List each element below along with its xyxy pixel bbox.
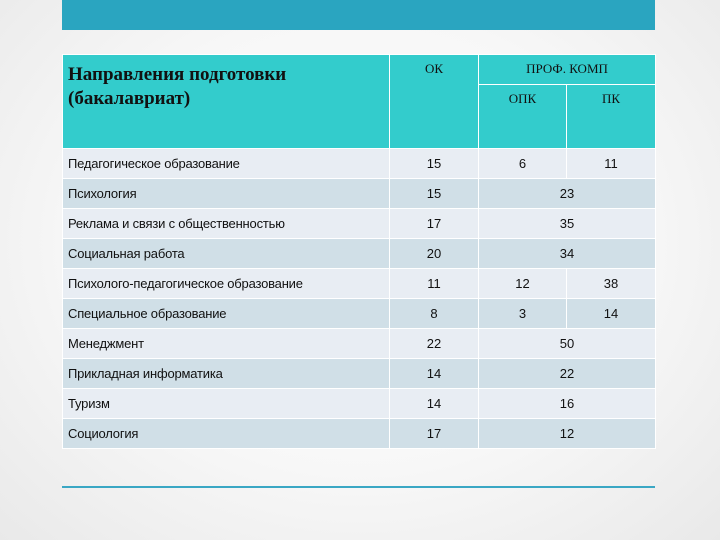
row-pk: 14 [567,299,656,329]
row-ok: 15 [390,149,479,179]
row-name: Социальная работа [63,239,390,269]
row-opk: 3 [479,299,567,329]
table-row [63,389,656,419]
row-ok: 20 [390,239,479,269]
curriculum-table [62,54,656,449]
row-ok: 8 [390,299,479,329]
row-prof: 12 [479,419,656,449]
table-row [63,299,656,329]
header-ok: ОК [390,55,479,149]
top-accent-bar [62,0,655,30]
row-ok: 17 [390,419,479,449]
table-row [63,179,656,209]
table-row [63,329,656,359]
table-row [63,419,656,449]
row-name: Психология [63,179,390,209]
table-row [63,149,656,179]
row-name: Специальное образование [63,299,390,329]
row-name: Прикладная информатика [63,359,390,389]
row-prof: 16 [479,389,656,419]
row-ok: 14 [390,389,479,419]
header-prof-komp: ПРОФ. КОМП [479,55,656,85]
bottom-divider [62,486,655,488]
row-prof: 22 [479,359,656,389]
row-name: Педагогическое образование [63,149,390,179]
row-ok: 11 [390,269,479,299]
row-name: Туризм [63,389,390,419]
row-ok: 15 [390,179,479,209]
table-row [63,359,656,389]
row-prof: 35 [479,209,656,239]
row-prof: 23 [479,179,656,209]
row-name: Социология [63,419,390,449]
row-prof: 50 [479,329,656,359]
row-opk: 6 [479,149,567,179]
header-direction: Направления подготовки (бакалавриат) [63,55,390,149]
header-pk: ПК [567,85,656,149]
table-row [63,209,656,239]
row-prof: 34 [479,239,656,269]
header-opk: ОПК [479,85,567,149]
row-ok: 17 [390,209,479,239]
row-pk: 38 [567,269,656,299]
row-name: Менеджмент [63,329,390,359]
table-row [63,269,656,299]
row-ok: 14 [390,359,479,389]
row-opk: 12 [479,269,567,299]
row-ok: 22 [390,329,479,359]
row-name: Психолого-педагогическое образование [63,269,390,299]
row-name: Реклама и связи с общественностью [63,209,390,239]
row-pk: 11 [567,149,656,179]
table-row [63,239,656,269]
